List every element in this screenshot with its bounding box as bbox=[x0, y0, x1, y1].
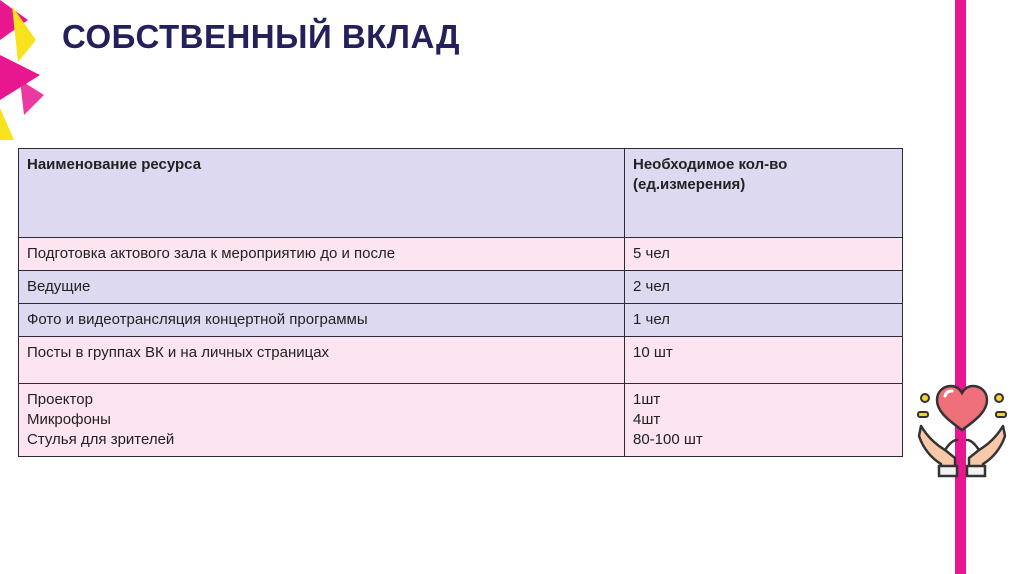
amount-cell bbox=[625, 304, 903, 337]
amount-cell bbox=[625, 337, 903, 384]
amount-text: 1шт bbox=[633, 391, 661, 408]
resource-cell bbox=[19, 304, 625, 337]
accent-vertical-bar bbox=[955, 0, 966, 574]
resource-text: Фото и видеотрансляция концертной программы bbox=[27, 311, 368, 328]
amount-text: 80-100 шт bbox=[633, 431, 703, 448]
table-header-row bbox=[19, 149, 903, 238]
amount-cell bbox=[625, 271, 903, 304]
header-resource: Наименование ресурса bbox=[19, 149, 625, 238]
resource-cell bbox=[19, 271, 625, 304]
resource-text: Стулья для зрителей bbox=[27, 431, 175, 448]
resources-table bbox=[18, 148, 903, 457]
amount-text: 5 чел bbox=[633, 245, 670, 262]
table-row bbox=[19, 337, 903, 384]
table-row bbox=[19, 238, 903, 271]
table-row bbox=[19, 271, 903, 304]
resource-text: Подготовка актового зала к мероприятию до и после bbox=[27, 245, 396, 262]
amount-text: 2 чел bbox=[633, 278, 670, 295]
amount-cell bbox=[625, 238, 903, 271]
resource-text: Проектор bbox=[27, 391, 93, 408]
resource-text: Ведущие bbox=[27, 278, 91, 295]
resource-text: Посты в группах ВК и на личных страницах bbox=[27, 344, 330, 361]
amount-text: 1 чел bbox=[633, 311, 670, 328]
amount-cell bbox=[625, 384, 903, 457]
resource-cell bbox=[19, 337, 625, 384]
resource-text: Микрофоны bbox=[27, 411, 111, 428]
table-row bbox=[19, 304, 903, 337]
resource-cell bbox=[19, 384, 625, 457]
header-amount: Необходимое кол-во (ед.измерения) bbox=[625, 149, 903, 238]
slide-title: СОБСТВЕННЫЙ ВКЛАД bbox=[62, 18, 461, 55]
resource-cell bbox=[19, 238, 625, 271]
amount-text: 10 шт bbox=[633, 344, 673, 361]
corner-triangles-decoration bbox=[0, 0, 50, 140]
hands-holding-heart-icon bbox=[915, 378, 1009, 478]
amount-text: 4шт bbox=[633, 411, 661, 428]
table-row bbox=[19, 384, 903, 457]
